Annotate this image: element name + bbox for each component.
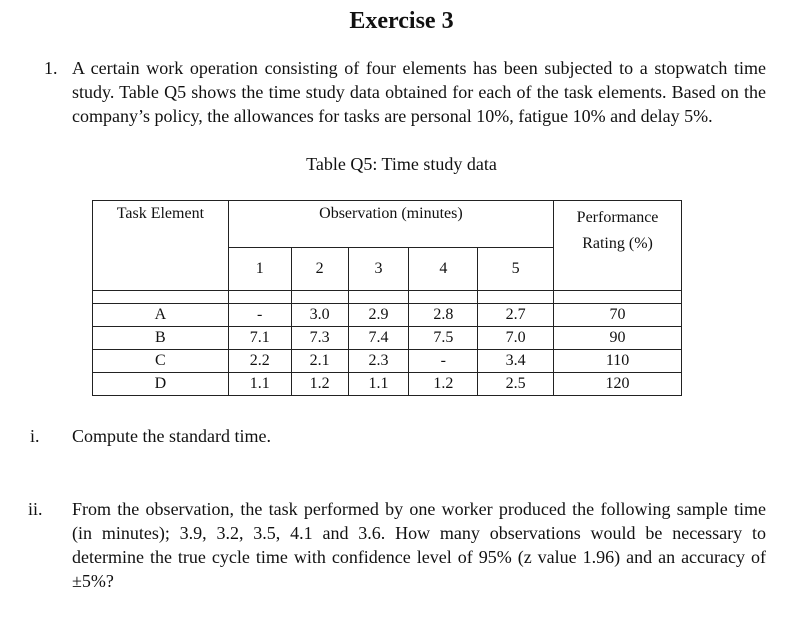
obs-cell: 3.4: [478, 350, 554, 373]
obs-cell: 2.3: [348, 350, 409, 373]
obs-cell: 2.2: [228, 350, 291, 373]
obs-cell: 7.1: [228, 327, 291, 350]
obs-cell: 2.5: [478, 373, 554, 396]
table-spacer-row: [93, 291, 682, 304]
table-row: [93, 350, 682, 373]
obs-cell: 2.8: [409, 304, 478, 327]
task-cell: D: [93, 373, 229, 396]
rating-cell: 90: [554, 327, 682, 350]
table-row: [93, 327, 682, 350]
part-i-label: i.: [30, 426, 40, 446]
obs-cell: 7.4: [348, 327, 409, 350]
rating-cell: 120: [554, 373, 682, 396]
observation-number: 2: [291, 248, 348, 291]
obs-cell: 7.0: [478, 327, 554, 350]
task-cell: A: [93, 304, 229, 327]
header-task-element: Task Element: [93, 201, 229, 248]
obs-cell: -: [228, 304, 291, 327]
exercise-title: Exercise 3: [349, 8, 454, 34]
obs-cell: 2.7: [478, 304, 554, 327]
observation-number: 3: [348, 248, 409, 291]
observation-number: 4: [409, 248, 478, 291]
obs-cell: 1.1: [348, 373, 409, 396]
observation-number: 5: [478, 248, 554, 291]
obs-cell: 3.0: [291, 304, 348, 327]
task-cell: B: [93, 327, 229, 350]
part-ii-label: ii.: [28, 499, 43, 519]
obs-cell: -: [409, 350, 478, 373]
obs-cell: 1.2: [291, 373, 348, 396]
rating-cell: 70: [554, 304, 682, 327]
obs-cell: 7.5: [409, 327, 478, 350]
time-study-table: [92, 200, 682, 396]
question-text: A certain work operation consisting of four elements has been subjected to a stopwatch time study. Table Q5 shows the time study data obtained for each of the task elements. Based on the company’s policy, the allowances for tasks are personal 10%, fatigue 10% and delay 5%.: [72, 58, 766, 126]
table-row: [93, 373, 682, 396]
header-observation: Observation (minutes): [228, 201, 553, 248]
header-performance-rating: Performance Rating (%): [554, 201, 682, 291]
table-row: [93, 304, 682, 327]
rating-cell: 110: [554, 350, 682, 373]
part-ii-text: From the observation, the task performed by one worker produced the following sample time (in minutes); 3.9, 3.2, 3.5, 4.1 and 3.6. How many observations would be necessary to determine the true cycle time with confidence level of 95% (z value 1.96) and an accuracy of ±5%?: [72, 499, 766, 591]
obs-cell: 7.3: [291, 327, 348, 350]
obs-cell: 2.1: [291, 350, 348, 373]
question-number: 1.: [44, 58, 58, 78]
obs-cell: 2.9: [348, 304, 409, 327]
header-task-element-blank: [93, 248, 229, 291]
part-i-text: Compute the standard time.: [72, 426, 271, 446]
table-caption: Table Q5: Time study data: [306, 154, 497, 174]
obs-cell: 1.1: [228, 373, 291, 396]
task-cell: C: [93, 350, 229, 373]
observation-number: 1: [228, 248, 291, 291]
obs-cell: 1.2: [409, 373, 478, 396]
